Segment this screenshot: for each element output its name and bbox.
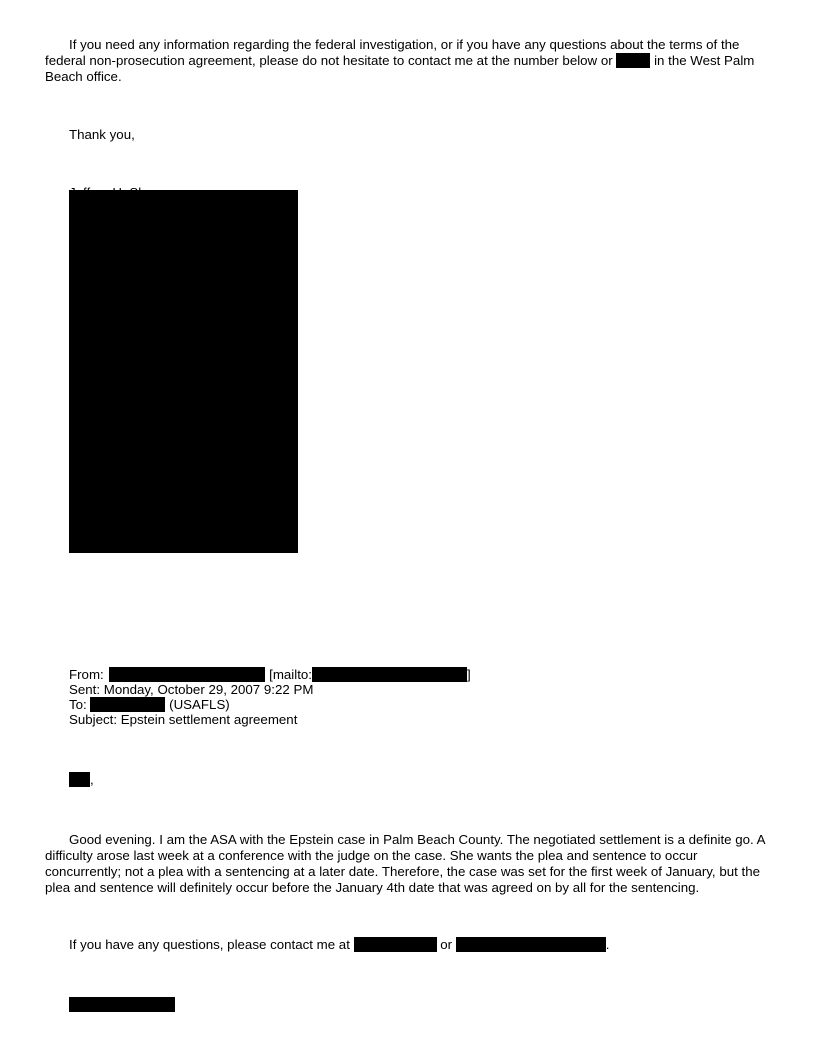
body-paragraph: Good evening. I am the ASA with the Epstein case in Palm Beach County. The negotiated settlement is a definite go. A difficulty arose last week at a conference with the judge on the case. She wants the plea and sentence to occur concurrently; not a plea with a sentencing at a later date. Therefore, the case was set for the first week of January, but the plea and sentence will definitely occur before the January 4th date that was agreed on by all for the sentencing.: [45, 832, 765, 895]
intro-text-after: in the West Palm Beach office.: [45, 53, 755, 84]
redaction-salutation-name: [69, 772, 90, 787]
redaction-phone-2: [456, 937, 606, 952]
email-sent-line: Sent: Monday, October 29, 2007 9:22 PM: [69, 682, 314, 697]
closing-text: Thank you,: [69, 127, 135, 142]
email-to-line: [69, 697, 230, 713]
mailto-open: [mailto:: [269, 667, 312, 682]
redaction-contact-name: [616, 53, 650, 68]
to-label: To:: [69, 697, 87, 712]
email-from-line: [69, 667, 471, 683]
redaction-sender-name: [109, 667, 265, 682]
salutation: [69, 772, 94, 788]
redaction-recipient-name: [90, 697, 165, 712]
from-label: From:: [69, 667, 104, 682]
mailto-close: ]: [466, 667, 471, 682]
contact-text-before: If you have any questions, please contact me at: [69, 937, 354, 952]
redaction-signature-block: [69, 190, 298, 553]
contact-text-after: .: [605, 937, 610, 952]
redaction-phone-1: [354, 937, 437, 952]
salutation-comma: ,: [90, 772, 94, 787]
redaction-sender-email: [312, 667, 467, 682]
contact-line: [69, 937, 610, 953]
intro-paragraph: [45, 37, 773, 85]
to-suffix: (USAFLS): [169, 697, 230, 712]
email-subject-line: Subject: Epstein settlement agreement: [69, 712, 298, 727]
intro-text-before: If you need any information regarding the federal investigation, or if you have any questions about the terms of the federal non-prosecution agreement, please do not hesitate to contact me at the number below or: [45, 37, 740, 68]
contact-text-middle: or: [436, 937, 456, 952]
redaction-bottom-signature: [69, 997, 175, 1012]
